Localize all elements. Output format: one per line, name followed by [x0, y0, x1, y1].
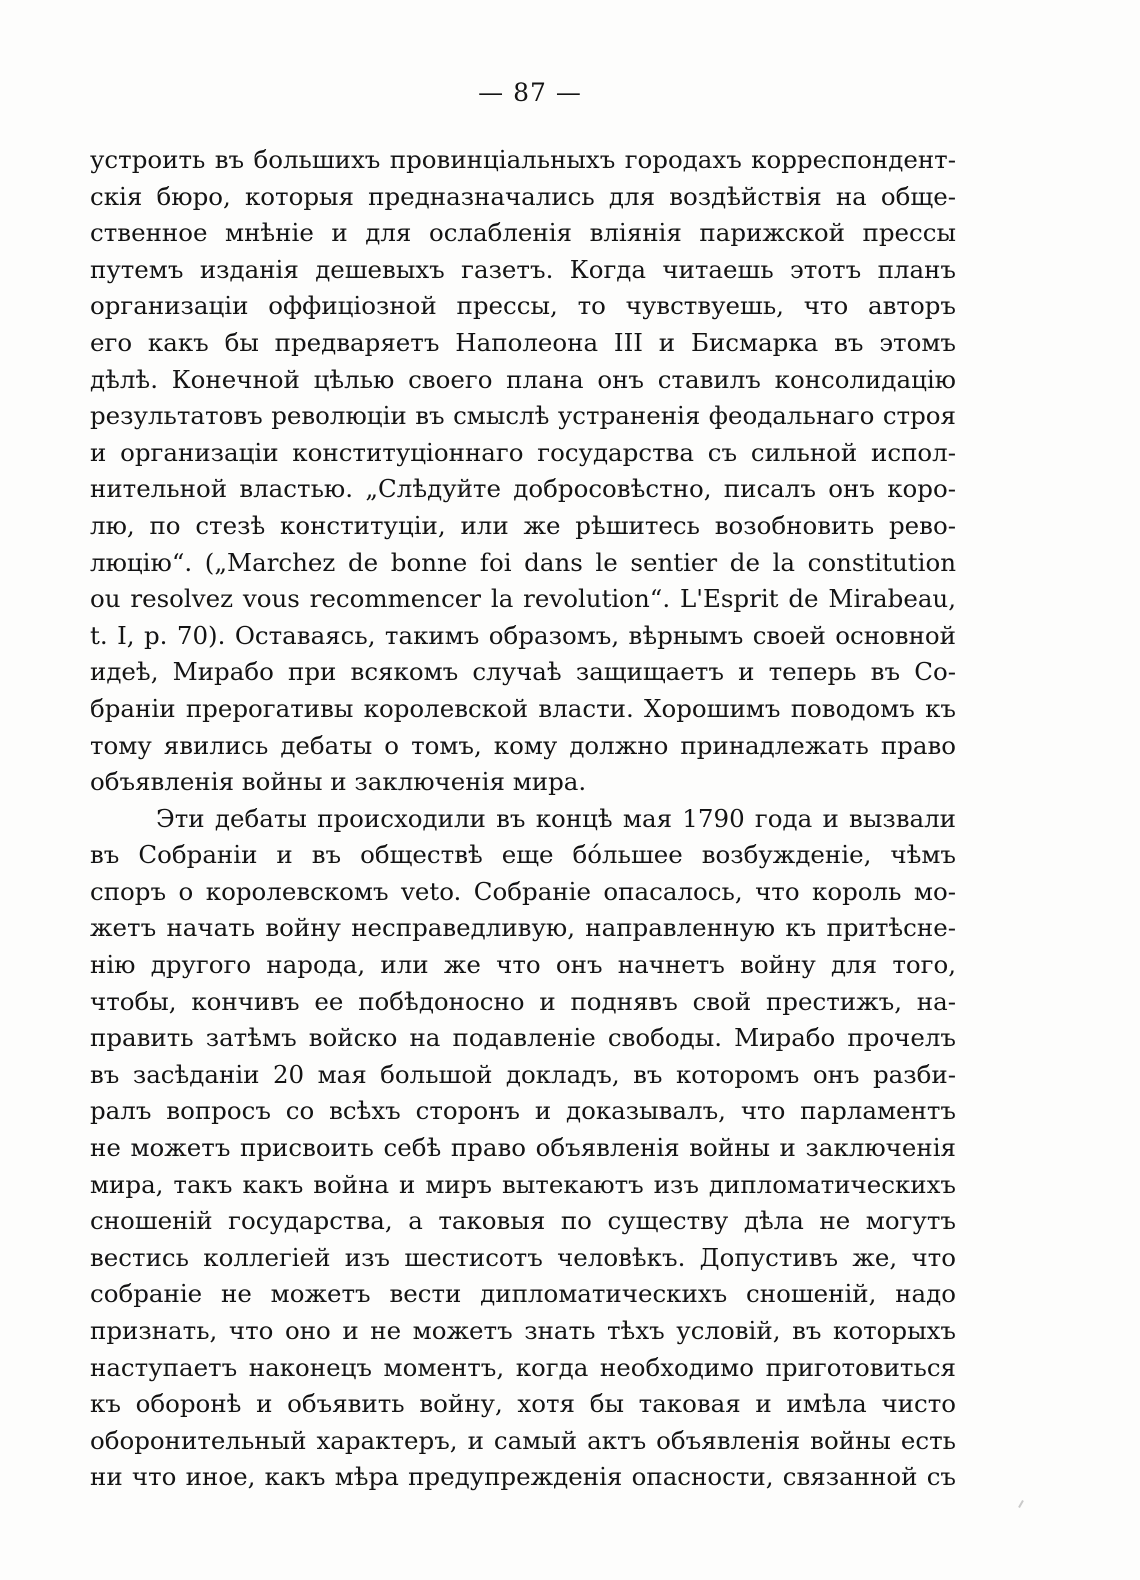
text-line: Эти дебаты происходили въ концѣ мая 1790 года и вызвали [156, 803, 956, 833]
text-line: организаціи оффиціозной прессы, то чувствуешь, что авторъ [90, 291, 956, 321]
text-line: скія бюро, которыя предназначались для воздѣйствія на обще- [90, 181, 956, 211]
text-line: споръ о королевскомъ veto. Собраніе опасалось, что король мо- [90, 876, 956, 906]
text-line: нію другого народа, или же что онъ начнетъ войну для того, [90, 950, 956, 980]
text-line: путемъ изданія дешевыхъ газетъ. Когда читаешь этотъ планъ [90, 254, 956, 284]
text-line: въ Собраніи и въ обществѣ еще бо́льшее возбужденіе, чѣмъ [90, 840, 956, 870]
text-line: чтобы, кончивъ ее побѣдоносно и поднявъ свой престижъ, на- [90, 986, 956, 1016]
text-line: править затѣмъ войско на подавленіе свободы. Мирабо прочелъ [90, 1023, 956, 1053]
text-line: мира, такъ какъ война и миръ вытекаютъ изъ дипломатическихъ [90, 1169, 956, 1199]
text-line: тому явились дебаты о томъ, кому должно принадлежать право [90, 730, 956, 760]
text-line: собраніе не можетъ вести дипломатическихъ сношеній, надо [90, 1279, 956, 1309]
text-line: къ оборонѣ и объявить войну, хотя бы таковая и имѣла чисто [90, 1389, 956, 1419]
text-line: дѣлѣ. Конечной цѣлью своего плана онъ ставилъ консолидацію [90, 364, 956, 394]
text-line: ралъ вопросъ со всѣхъ сторонъ и доказывалъ, что парламентъ [90, 1096, 956, 1126]
text-line: его какъ бы предваряетъ Наполеона III и Бисмарка въ этомъ [90, 327, 956, 357]
paragraph-1 [90, 142, 956, 801]
text-line: ou resolvez vous recommencer la revolution“. L'Esprit de Mirabeau, [90, 584, 956, 614]
text-line: люцію“. („Marchez de bonne foi dans le sentier de la constitution [90, 547, 956, 577]
text-line: t. I, p. 70). Оставаясь, такимъ образомъ, вѣрнымъ своей основной [90, 620, 956, 650]
text-line: и организаціи конституціоннаго государства съ сильной испол- [90, 437, 956, 467]
scan-speck [1018, 1500, 1024, 1508]
text-line: въ засѣданіи 20 мая большой докладъ, въ которомъ онъ разби- [90, 1059, 956, 1089]
text-line: ственное мнѣніе и для ослабленія вліянія парижской прессы [90, 218, 956, 248]
page-number: — 87 — [478, 78, 582, 107]
text-line: не можетъ присвоить себѣ право объявленія войны и заключенія [90, 1133, 956, 1163]
text-line: наступаетъ наконецъ моментъ, когда необходимо приготовиться [90, 1352, 956, 1382]
text-line: лю, по стезѣ конституціи, или же рѣшитесь возобновить рево- [90, 510, 956, 540]
text-line: оборонительный характеръ, и самый актъ объявленія войны есть [90, 1425, 956, 1455]
paragraph-2 [90, 801, 956, 1496]
text-line: ни что иное, какъ мѣра предупрежденія опасности, связанной съ [90, 1462, 956, 1492]
text-line: признать, что оно и не можетъ знать тѣхъ условій, въ которыхъ [90, 1316, 956, 1345]
text-line: результатовъ революціи въ смыслѣ устраненія феодальнаго строя [90, 401, 956, 431]
text-line: нительной властью. „Слѣдуйте добросовѣстно, писалъ онъ коро- [90, 474, 956, 504]
body-text [90, 142, 956, 1496]
text-line: сношеній государства, а таковыя по существу дѣла не могутъ [90, 1206, 956, 1236]
text-line: идеѣ, Мирабо при всякомъ случаѣ защищаетъ и теперь въ Со- [90, 657, 956, 687]
text-line: браніи прерогативы королевской власти. Хорошимъ поводомъ къ [90, 693, 956, 723]
text-line: объявленія войны и заключенія мира. [90, 767, 587, 797]
text-line: жетъ начать войну несправедливую, направленную къ притѣсне- [90, 913, 956, 943]
text-line: устроить въ большихъ провинціальныхъ городахъ корреспондент- [90, 145, 956, 174]
text-line: вестись коллегіей изъ шестисотъ человѣкъ. Допустивъ же, что [90, 1242, 956, 1272]
